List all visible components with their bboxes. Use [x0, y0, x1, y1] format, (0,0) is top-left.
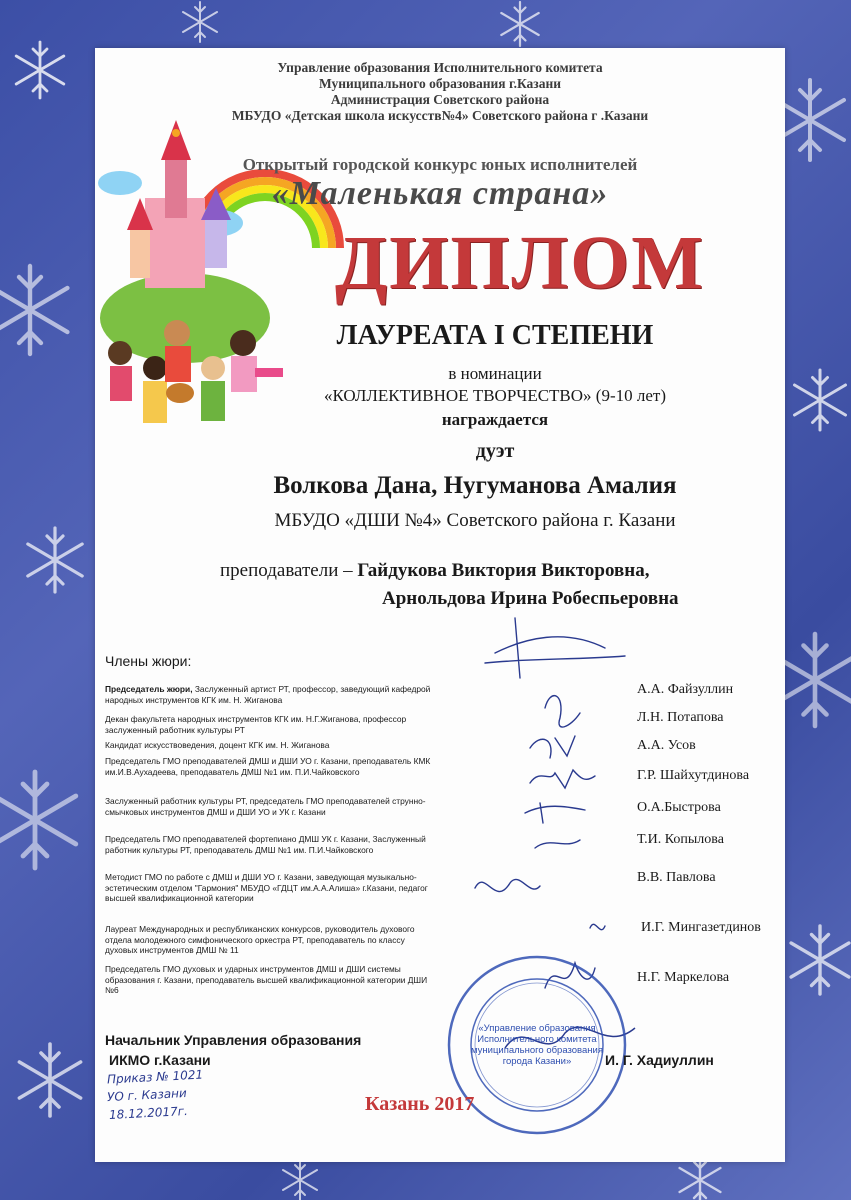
header-line-1: Управление образования Исполнительного комитета: [277, 60, 603, 75]
jury-name-2: Л.Н. Потапова: [637, 710, 724, 725]
jury-role-1: [105, 684, 435, 705]
header-line-4: МБУДО «Детская школа искусств№4» Советского района г .Казани: [231, 108, 649, 123]
head-name: И. Г. Хадиуллин: [605, 1052, 714, 1068]
contest-title: Открытый городской конкурс юных исполнителей: [242, 155, 638, 174]
jury-role-5: Заслуженный работник культуры РТ, председатель ГМО преподавателей струнно-смычковых инструментов ДМШ и ДШИ УО и УК г. Казани: [105, 796, 426, 817]
jury-name-9: Н.Г. Маркелова: [637, 970, 730, 985]
header-line-3: Администрация Советского района: [330, 92, 550, 107]
jury-role-4: Председатель ГМО преподавателей ДМШ и ДШИ УО г. Казани, преподаватель КМК им.И.В.Аухадеева, преподаватель ДМШ №1 им. П.И.Чайковского: [105, 756, 431, 777]
jury-role-8: Лауреат Международных и республиканских конкурсов, руководитель духового отдела молодежного симфонического оркестра РТ, преподаватель по классу духовых инструментов ДМШ № 11: [105, 924, 415, 955]
contest-name: «Маленькая страна»: [271, 175, 609, 212]
teacher-2: Арнольдова Ирина Робеспьеровна: [382, 588, 679, 609]
nomination-intro: в номинации: [448, 364, 542, 383]
head-position-line-2: ИКМО г.Казани: [109, 1052, 211, 1068]
laureate-degree: ЛАУРЕАТА I СТЕПЕНИ: [336, 320, 654, 351]
jury-signatures: [455, 608, 635, 1008]
jury-name-1: А.А. Файзуллин: [637, 682, 734, 697]
jury-title: Члены жюри:: [105, 653, 192, 669]
jury-role-bold: Председатель жюри,: [105, 684, 193, 694]
jury-role-2: Декан факультета народных инструментов КГК им. Н.Г.Жиганова, профессор заслуженный работник культуры РТ: [105, 714, 407, 735]
jury-name-7: В.В. Павлова: [637, 870, 716, 885]
jury-name-4: Г.Р. Шайхутдинова: [637, 768, 750, 783]
diploma-sheet: [95, 48, 785, 1162]
handwritten-note-line-3: 18.12.2017г.: [108, 1103, 189, 1123]
awarded-label: награждается: [441, 410, 549, 429]
stamp-inner-text: «Управление образования Исполнительного комитета муниципального образования города Казани»: [471, 1023, 603, 1067]
jury-name-5: О.А.Быстрова: [637, 800, 721, 815]
diploma-title: ДИПЛОМ: [335, 221, 705, 305]
jury-role-3: Кандидат искусствоведения, доцент КГК им. Н. Жиганова: [105, 740, 330, 750]
jury-role-6: Председатель ГМО преподавателей фортепиано ДМШ УК г. Казани, Заслуженный работник культуры РТ, преподаватель ДМШ №1 им. П.И.Чайковского: [105, 834, 426, 855]
jury-name-8: И.Г. Мингазетдинов: [641, 920, 761, 935]
handwritten-note-line-1: Приказ № 1021: [106, 1067, 204, 1087]
teachers-label: преподаватели –: [220, 560, 353, 581]
school-name: МБУДО «ДШИ №4» Советского района г. Казани: [274, 510, 676, 531]
jury-name-3: А.А. Усов: [637, 738, 696, 753]
nomination-name: «КОЛЛЕКТИВНОЕ ТВОРЧЕСТВО» (9-10 лет): [324, 386, 666, 405]
header-line-2: Муниципального образования г.Казани: [318, 76, 562, 91]
city-year: Казань 2017: [365, 1093, 475, 1115]
handwritten-note-line-2: УО г. Казани: [106, 1085, 188, 1105]
jury-role-9: Председатель ГМО духовых и ударных инструментов ДМШ и ДШИ системы образования г. Казани, преподаватель высшей квалификационной категории ДШИ №6: [105, 964, 428, 995]
recipient-names: Волкова Дана, Нугуманова Амалия: [273, 472, 677, 499]
jury-role-text: Заслуженный артист РТ, профессор, заведующий кафедрой народных инструментов КГК им. Н. Жиганова: [105, 684, 431, 705]
teacher-1: Гайдукова Виктория Викторовна,: [357, 560, 650, 581]
jury-name-6: Т.И. Копылова: [637, 832, 724, 847]
jury-role-7: Методист ГМО по работе с ДМШ и ДШИ УО г. Казани, заведующая музыкально-эстетическим отделом "Гармония" МБУДО «ГДЦТ им.А.А.Алиша» г.Казани, педагог высшей квалификационной категории: [105, 872, 428, 903]
teachers-line-1: [220, 560, 649, 582]
category-label: дуэт: [475, 440, 515, 462]
head-position-line-1: Начальник Управления образования: [105, 1032, 362, 1048]
